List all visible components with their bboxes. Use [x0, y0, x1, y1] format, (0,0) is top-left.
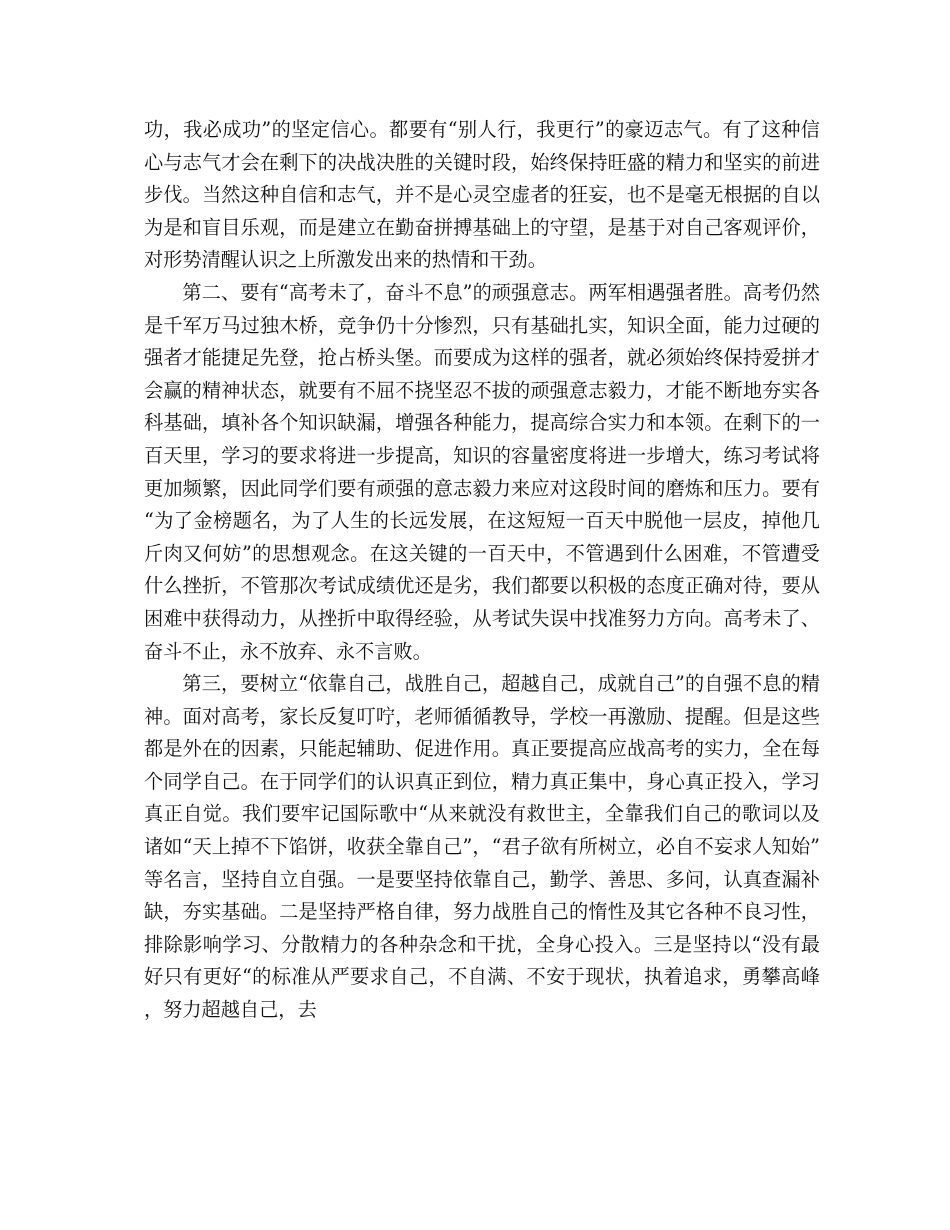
paragraph-1: 功，我必成功”的坚定信心。都要有“别人行，我更行”的豪迈志气。有了这种信心与志气才会在剩下的决战决胜的关键时段，始终保持旺盛的精力和坚实的前进步伐。当然这种自信和志气，并不是心灵空虚者的狂妄，也不是毫无根据的自以为是和盲目乐观，而是建立在勤奋拼搏基础上的守望，是基于对自己客观评价，对形势清醒认识之上所激发出来的热情和干劲。	[144, 118, 820, 272]
paragraph-2: 第二、要有“高考未了，奋斗不息”的顽强意志。两军相遇强者胜。高考仍然是千军万马过独木桥，竞争仍十分惨烈，只有基础扎实，知识全面，能力过硬的强者才能捷足先登，抢占桥头堡。而要成为这样的强者，就必须始终保持爱拼才会赢的精神状态，就要有不屈不挠坚忍不拔的顽强意志毅力，才能不断地夯实各科基础，填补各个知识缺漏，增强各种能力，提高综合实力和本领。在剩下的一百天里，学习的要求将进一步提高，知识的容量密度将进一步增大，练习考试将更加频繁，因此同学们要有顽强的意志毅力来应对这段时间的磨炼和压力。要有“为了金榜题名，为了人生的长远发展，在这短短一百天中脱他一层皮，掉他几斤肉又何妨”的思想观念。在这关键的一百天中，不管遇到什么困难，不管遭受什么挫折，不管那次考试成绩优还是劣，我们都要以积极的态度正确对待，要从困难中获得动力，从挫折中取得经验，从考试失误中找准努力方向。高考未了、奋斗不止，永不放弃、永不言败。	[144, 280, 820, 663]
document-body	[144, 114, 820, 1027]
paragraph-3: 第三，要树立“依靠自己，战胜自己，超越自己，成就自己”的自强不息的精神。面对高考，家长反复叮咛，老师循循教导，学校一再激励、提醒。但是这些都是外在的因素，只能起辅助、促进作用。真正要提高应战高考的实力，全在每个同学自己。在于同学们的认识真正到位，精力真正集中，身心真正投入，学习真正自觉。我们要牢记国际歌中“从来就没有救世主，全靠我们自己的歌词以及诸如“天上掉不下馅饼，收获全靠自己”，“君子欲有所树立，必自不妄求人知始”等名言，坚持自立自强。一是要坚持依靠自己，勤学、善思、多问，认真查漏补缺，夯实基础。二是坚持严格自律，努力战胜自己的惰性及其它各种不良习性，排除影响学习、分散精力的各种杂念和干扰，全身心投入。三是坚持以“没有最好只有更好“的标准从严要求自己，不自满、不安于现状，执着追求，勇攀高峰，努力超越自己，去	[144, 672, 820, 1022]
